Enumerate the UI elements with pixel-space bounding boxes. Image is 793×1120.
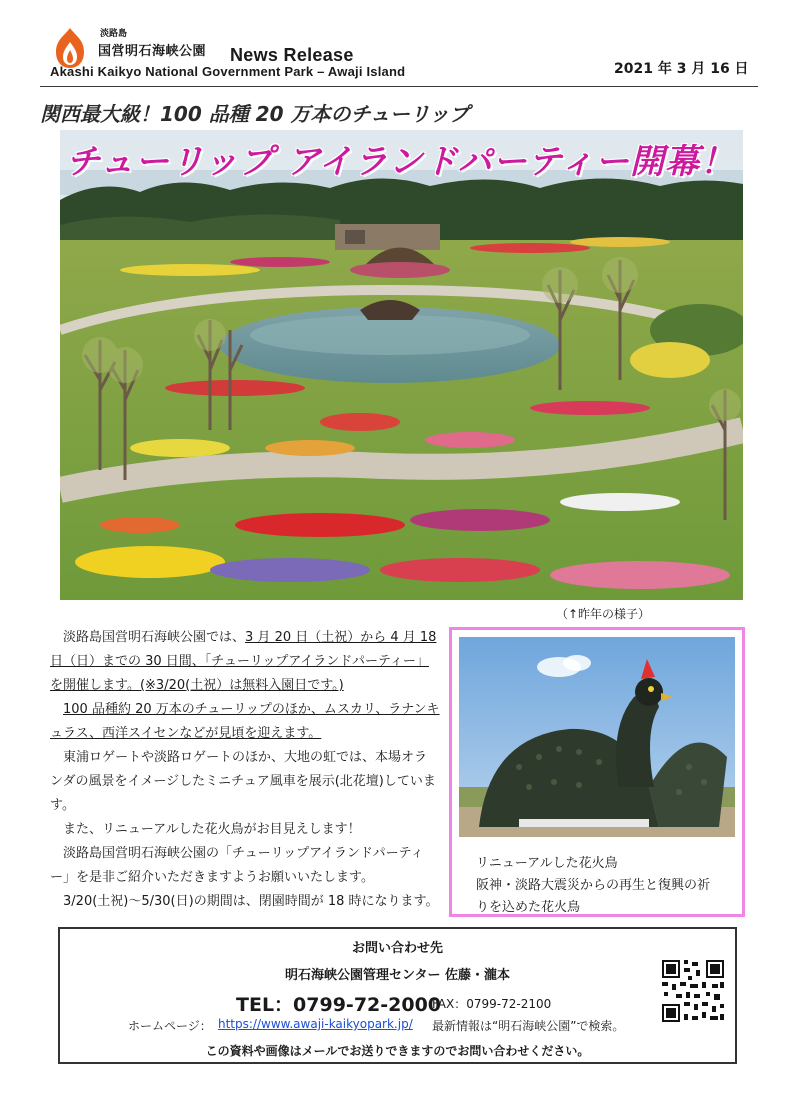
paragraph-5: [50, 842, 440, 890]
body-text: [50, 626, 440, 914]
paragraph-3: [50, 746, 440, 818]
side-caption-line-3: りを込めた花火鳥: [476, 900, 581, 915]
park-name-en: Akashi Kaikyo National Government Park – Awaji Island: [50, 64, 406, 79]
paragraph-5-text: 淡路島国営明石海峡公園の「チューリップアイランドパーティー」を是非ご紹介いただきますようお願いいたします。: [50, 846, 424, 885]
contact-fax: FAX：0799-72-2100: [432, 997, 552, 1011]
firebird-sculpture-photo: [459, 637, 735, 837]
side-caption-line-2: 阪神・淡路大震災からの再生と復興の祈: [476, 878, 711, 893]
photo-caption: （↑昨年の様子）: [556, 607, 651, 621]
paragraph-6-text: 3/20(土祝)～5/30(日)の期間は、閉園時間が 18 時になります。: [63, 894, 439, 909]
header-divider: [40, 86, 758, 87]
paragraph-1-dates: 3 月 20 日（土祝）から 4 月 18 日（日）までの 30 日間、「チューリップアイランドパーティー」を開催します。(※3/20(土祝）は無料入園日です。): [50, 630, 437, 693]
park-name-jp: 国営明石海峡公園: [98, 44, 207, 59]
release-date: 2021 年 3 月 16 日: [614, 61, 749, 77]
side-caption-line-1: リニューアルした花火鳥: [476, 856, 618, 871]
paragraph-4-text: また、リニューアルした花火鳥がお目見えします！: [63, 822, 361, 837]
qr-code-icon: [660, 958, 726, 1024]
contact-tel: TEL：0799-72-2000: [236, 994, 442, 1016]
tulip-park-photo: [60, 130, 743, 600]
paragraph-3-text: 東浦ロゲートや淡路ロゲートのほか、大地の虹では、本場オランダの風景をイメージしたミニチュア風車を展示(北花壇)しています。: [50, 750, 436, 813]
island-label: 淡路島: [100, 29, 128, 39]
homepage-link[interactable]: https://www.awaji-kaikyopark.jp/: [218, 1017, 413, 1031]
paragraph-4: [50, 818, 440, 842]
contact-heading: お問い合わせ先: [351, 941, 443, 956]
news-release-label: News Release: [230, 45, 354, 65]
paragraph-2-text: 100 品種約 20 万本のチューリップのほか、ムスカリ、ラナンキュラス、西洋スイセンなどが見頃を迎えます。: [50, 702, 440, 741]
search-hint: 最新情報は“明石海峡公園”で検索。: [432, 1019, 625, 1033]
contact-organization: 明石海峡公園管理センター 佐藤・瀧本: [284, 968, 510, 983]
paragraph-2: [50, 698, 440, 746]
contact-note: この資料や画像はメールでお送りできますのでお問い合わせください。: [205, 1044, 590, 1058]
homepage-label: ホームページ：: [128, 1019, 212, 1033]
event-title: チューリップ アイランドパーティー開幕！: [66, 142, 735, 182]
paragraph-6: [50, 890, 440, 914]
headline: 関西最大級！100 品種 20 万本のチューリップ: [40, 102, 470, 126]
paragraph-1: [50, 626, 440, 698]
paragraph-1-lead: 淡路島国営明石海峡公園では、: [63, 630, 246, 645]
